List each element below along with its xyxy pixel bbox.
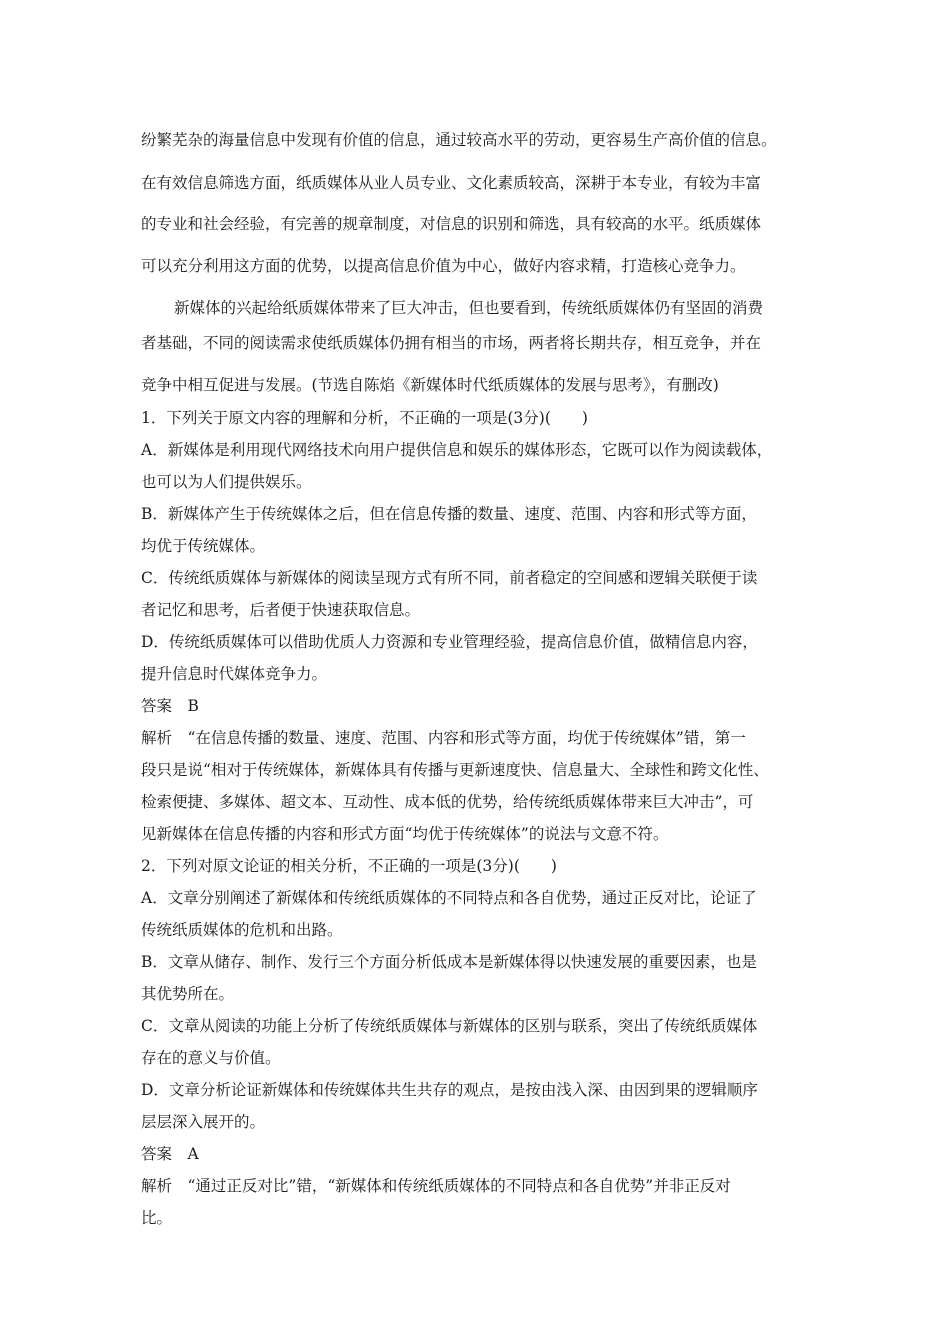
option-c: C．传统纸质媒体与新媒体的阅读呈现方式有所不同，前者稳定的空间感和逻辑关联便于读 bbox=[141, 569, 758, 587]
option-b: B．文章从储存、制作、发行三个方面分析低成本是新媒体得以快速发展的重要因素，也是 bbox=[141, 953, 757, 971]
passage-line: 竞争中相互促进与发展。(节选自陈焰《新媒体时代纸质媒体的发展与思考》，有删改) bbox=[141, 376, 719, 394]
answer: 答案 B bbox=[141, 697, 199, 715]
option-a: A．文章分别阐述了新媒体和传统纸质媒体的不同特点和各自优势，通过正反对比，论证了 bbox=[141, 889, 757, 907]
option-a-cont: 也可以为人们提供娱乐。 bbox=[141, 473, 312, 491]
option-c-cont: 存在的意义与价值。 bbox=[141, 1049, 281, 1067]
explanation: 段只是说“相对于传统媒体，新媒体具有传播与更新速度快、信息量大、全球性和跨文化性、 bbox=[141, 761, 769, 779]
option-c: C．文章从阅读的功能上分析了传统纸质媒体与新媒体的区别与联系，突出了传统纸质媒体 bbox=[141, 1017, 758, 1035]
explanation: 解析 “通过正反对比”错，“新媒体和传统纸质媒体的不同特点和各自优势”并非正反对 bbox=[141, 1177, 731, 1195]
option-d-cont: 提升信息时代媒体竞争力。 bbox=[141, 665, 328, 683]
passage-line: 的专业和社会经验，有完善的规章制度，对信息的识别和筛选，具有较高的水平。纸质媒体 bbox=[141, 215, 762, 233]
option-d: D．传统纸质媒体可以借助优质人力资源和专业管理经验，提高信息价值，做精信息内容， bbox=[141, 633, 758, 651]
option-c-cont: 者记忆和思考，后者便于快速获取信息。 bbox=[141, 601, 421, 619]
option-b: B．新媒体产生于传统媒体之后，但在信息传播的数量、速度、范围、内容和形式等方面， bbox=[141, 505, 757, 523]
question-stem: 1．下列关于原文内容的理解和分析，不正确的一项是(3分)( ) bbox=[141, 409, 588, 427]
explanation: 比。 bbox=[141, 1209, 173, 1227]
option-a-cont: 传统纸质媒体的危机和出路。 bbox=[141, 921, 343, 939]
explanation: 解析 “在信息传播的数量、速度、范围、内容和形式等方面，均优于传统媒体”错，第一 bbox=[141, 729, 746, 747]
passage-line: 者基础，不同的阅读需求使纸质媒体仍拥有相当的市场，两者将长期共存，相互竞争，并在 bbox=[141, 334, 762, 352]
answer: 答案 A bbox=[141, 1145, 199, 1163]
explanation: 见新媒体在信息传播的内容和形式方面“均优于传统媒体”的说法与文意不符。 bbox=[141, 825, 669, 843]
option-d: D．文章分析论证新媒体和传统媒体共生共存的观点，是按由浅入深、由因到果的逻辑顺序 bbox=[141, 1081, 758, 1099]
question-stem: 2．下列对原文论证的相关分析，不正确的一项是(3分)( ) bbox=[141, 857, 557, 875]
explanation: 检索便捷、多媒体、超文本、互动性、成本低的优势，给传统纸质媒体带来巨大冲击”，可 bbox=[141, 793, 754, 811]
option-d-cont: 层层深入展开的。 bbox=[141, 1113, 266, 1131]
passage-line: 可以充分利用这方面的优势，以提高信息价值为中心，做好内容求精，打造核心竞争力。 bbox=[141, 257, 746, 275]
passage-line: 纷繁芜杂的海量信息中发现有价值的信息，通过较高水平的劳动，更容易生产高价值的信息。 bbox=[141, 131, 777, 149]
passage-line: 新媒体的兴起给纸质媒体带来了巨大冲击，但也要看到，传统纸质媒体仍有坚固的消费 bbox=[174, 299, 764, 317]
passage-line: 在有效信息筛选方面，纸质媒体从业人员专业、文化素质较高，深耕于本专业，有较为丰富 bbox=[141, 174, 762, 192]
option-b-cont: 均优于传统媒体。 bbox=[141, 537, 266, 555]
option-b-cont: 其优势所在。 bbox=[141, 985, 235, 1003]
option-a: A．新媒体是利用现代网络技术向用户提供信息和娱乐的媒体形态，它既可以作为阅读载体， bbox=[141, 441, 773, 459]
